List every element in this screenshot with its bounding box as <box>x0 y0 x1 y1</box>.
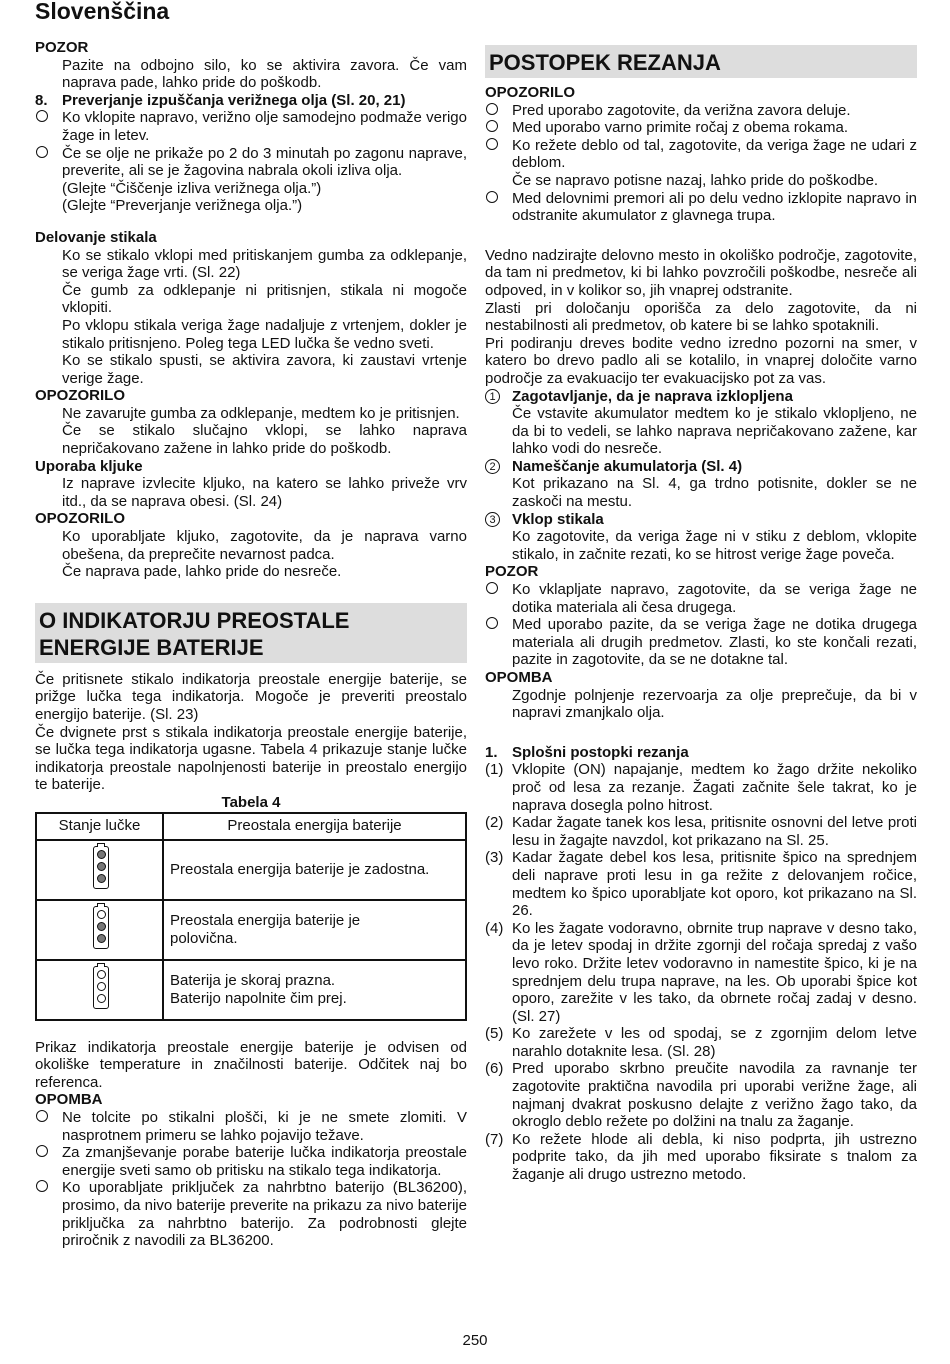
paragraph: Če pritisnete stikalo indikatorja preostale energije baterije, se prižge lučka tega indikatorja. Mogoče je preveriti preostalo energijo baterije. (Sl. 23) <box>35 670 467 723</box>
procedure-item <box>485 920 917 1026</box>
battery-full-icon <box>93 846 109 889</box>
paragraph: Zlasti pri določanju oporišča za delo zagotovite, da ni nestabilnosti ali predmetov, ob katere bi se lahko spotaknili. <box>485 299 917 335</box>
procedure-item <box>485 849 917 919</box>
procedure-item-number: (3) <box>485 849 504 867</box>
step-text: Kot prikazano na Sl. 4, ga trdno potisnite, dokler se ne zaskoči na mestu. <box>512 475 917 511</box>
paragraph: Po vklopu stikala veriga žage nadaljuje z vrtenjem, dokler je stikalo pritisnjeno. Poleg tega LED lučka še vedno sveti. <box>62 316 467 352</box>
reference-text: (Glejte “Čiščenje izliva verižnega olja.”) <box>62 179 322 197</box>
warning-heading: OPOZORILO <box>35 510 125 528</box>
battery-table <box>35 812 467 1021</box>
paragraph: Pri podiranju dreves bodite vedno izredno pozorni na smer, v katero bo drevo padlo ali se kotalilo, in vnaprej določite varno področje za evakuacijo ter evakuacijsko pot za vas. <box>485 334 917 387</box>
paragraph: Iz naprave izvlecite kljuko, na katero se lahko priveže vrv itd., da se naprava obesi. (Sl. 24) <box>62 475 467 510</box>
table-cell: Baterija je skoraj prazna. Baterijo napolnite čim prej. <box>163 960 466 1020</box>
list-item <box>485 581 917 616</box>
bullet-circle-icon <box>486 120 498 132</box>
procedure-item-number: (4) <box>485 919 504 937</box>
list-item-text: Med delovnimi premori ali po delu vedno izklopite napravo in odstranite akumulator z glavnega trupa. <box>512 189 917 225</box>
paragraph: Če dvignete prst s stikala indikatorja preostale energije baterije, se lučka tega indikatorja ugasne. Tabela 4 prikazuje stanje lučke indikatorja preostale napolnjenosti baterije in preostalo energijo te baterije. <box>35 723 467 794</box>
bullet-circle-icon <box>486 582 498 594</box>
list-item <box>485 119 917 137</box>
section-8-number: 8. <box>35 91 48 109</box>
cutting-procedure-heading: POSTOPEK REZANJA <box>485 45 917 78</box>
list-item-text: Pred uporabo zagotovite, da verižna zavora deluje. <box>512 101 851 119</box>
procedure-item <box>485 1131 917 1184</box>
lamp-state-cell <box>36 840 163 900</box>
paragraph: Vedno nadzirajte delovno mesto in okoliško področje, zagotovite, da tam ni predmetov, ki bi lahko povzročili poškodbe, nesreče ali odpoved, in v kolikor so, jih vnaprej odstranite. <box>485 246 917 299</box>
hook-heading: Uporaba kljuke <box>35 457 143 475</box>
lamp-state-cell <box>36 960 163 1020</box>
section-1-number: 1. <box>485 743 498 761</box>
procedure-item-number: (1) <box>485 761 504 779</box>
table-header-row <box>36 813 466 840</box>
section-8-title-text: Preverjanje izpuščanja verižnega olja (Sl. 20, 21) <box>62 91 406 109</box>
caution-text: Pazite na odbojno silo, ko se aktivira zavora. Če vam naprava pade, lahko pride do poškodb. <box>62 56 467 92</box>
paragraph: Ko se stikalo vklopi med pritiskanjem gumba za odklepanje, se veriga žage vrti. (Sl. 22) <box>62 246 467 282</box>
note-heading: OPOMBA <box>35 1091 103 1109</box>
paragraph: Če se stikalo slučajno vklopi, se lahko naprava nepričakovano zažene in lahko pride do poškodb. <box>62 422 467 458</box>
step-number-icon: 1 <box>485 389 500 404</box>
list-item <box>35 1179 467 1249</box>
battery-indicator-heading: O INDIKATORJU PREOSTALE ENERGIJE BATERIJE <box>35 603 467 663</box>
note-heading: OPOMBA <box>485 669 553 686</box>
warning-heading: OPOZORILO <box>35 387 125 405</box>
list-item-text: Ko vklopite napravo, verižno olje samodejno podmaže verigo žage in letev. <box>62 109 467 144</box>
list-item <box>35 145 467 180</box>
procedure-item <box>485 761 917 814</box>
table-row <box>36 900 466 960</box>
table-header-cell: Preostala energija baterije <box>163 813 466 840</box>
list-item <box>35 1144 467 1179</box>
procedure-item <box>485 1060 917 1130</box>
caution-heading: POZOR <box>35 39 89 56</box>
step-number-icon: 3 <box>485 512 500 527</box>
paragraph: Ko uporabljate kljuko, zagotovite, da je naprava varno obešena, da preprečite nevarnost padca. <box>62 528 467 563</box>
table-row <box>36 840 466 900</box>
list-item-text: Za zmanjševanje porabe baterije lučka indikatorja preostale energije sveti samo ob pritisku na stikalo tega indikatorja. <box>62 1144 467 1179</box>
paragraph: Ne zavarujte gumba za odklepanje, medtem ko je pritisnjen. <box>62 404 460 422</box>
table-caption: Tabela 4 <box>221 793 281 811</box>
step-text: Ko zagotovite, da veriga žage ni v stiku z deblom, vklopite stikalo, in začnite rezati, ko se hitrost verige žage poveča. <box>512 528 917 563</box>
step-title: Vklop stikala <box>512 510 604 528</box>
reference-text: (Glejte “Preverjanje verižnega olja.”) <box>62 197 303 215</box>
caution-heading: POZOR <box>485 563 539 581</box>
paragraph: Prikaz indikatorja preostale energije baterije je odvisen od okoliške temperature in značilnosti baterije. Odčitek naj bo referenca. <box>35 1038 467 1091</box>
procedure-item-text: Ko les žagate vodoravno, obrnite trup naprave v desno tako, da je letev spodaj in držite zgornji del ročaja spredaj z vašo levo roko. Držite letev vodoravno in namestite špico, ki je na sprednjem delu trupa naprave, na les. Ob uporabi špice kot oporo, zarežite v les tako, da obrnete ročaj zadaj v desno. (Sl. 27) <box>512 919 917 1025</box>
procedure-item-number: (6) <box>485 1060 504 1078</box>
bullet-circle-icon <box>486 138 498 150</box>
procedure-item-text: Ko zarežete v les od spodaj, se z zgornjim delom letve narahlo dotaknite lesa. (Sl. 28) <box>512 1025 917 1060</box>
procedure-item <box>485 1025 917 1060</box>
paragraph: Zgodnje polnjenje rezervoarja za olje preprečuje, da bi v napravi zmanjkalo olja. <box>512 686 917 722</box>
bullet-circle-icon <box>36 110 48 122</box>
left-column <box>35 39 467 1250</box>
list-item-text: Med uporabo varno primite ročaj z obema rokama. <box>512 119 848 137</box>
bullet-circle-icon <box>486 617 498 629</box>
list-item-text: Ko režete deblo od tal, zagotovite, da veriga žage ne udari z deblom. <box>512 136 917 172</box>
table-cell: Preostala energija baterije je polovična. <box>163 900 466 960</box>
list-item <box>485 102 917 120</box>
step-title: Zagotavljanje, da je naprava izklopljena <box>512 387 793 405</box>
list-item-text: Ko uporabljate priključek za nahrbtno baterijo (BL36200), prosimo, da nivo baterije preverite na prikazu za nivo baterije priključka za nahrbtno baterijo. Za podrobnosti glejte priročnik z navodili za BL36200. <box>62 1179 467 1250</box>
battery-half-icon <box>93 906 109 949</box>
step-text: Če vstavite akumulator medtem ko je stikalo vklopljeno, ne da bi to vedeli, se lahko naprava nepričakovano zažene, kar lahko vodi do nesreče. <box>512 405 917 458</box>
step-2 <box>485 458 917 476</box>
procedure-item-number: (7) <box>485 1130 504 1148</box>
step-number-icon: 2 <box>485 459 500 474</box>
procedure-item-text: Pred uporabo skrbno preučite navodila za ravnanje ter zagotovite praktična navodila pri uporabi verižne žage, ali najmanj dvakrat poskusno delajte z verižno žago tako, da okroglo deblo režete po dolžini na tnalu za žaganje. <box>512 1060 917 1131</box>
step-title: Nameščanje akumulatorja (Sl. 4) <box>512 457 743 475</box>
list-item <box>485 137 917 172</box>
procedure-item-text: Ko režete hlode ali debla, ki niso podprta, jih ustrezno podprite tako, da jih med uporabo fiksirate s tnalom za žaganje ali drugo ustrezno metodo. <box>512 1130 917 1184</box>
list-item-text: Če se olje ne prikaže po 2 do 3 minutah po zagonu naprave, preverite, ali se je žagovina nabrala okoli izliva olja. <box>62 144 467 180</box>
list-item-text: Ne tolcite po stikalni plošči, ki je ne smete zlomiti. V nasprotnem primeru se lahko pojavijo težave. <box>62 1108 467 1144</box>
bullet-circle-icon <box>36 1180 48 1192</box>
step-3 <box>485 511 917 529</box>
table-row <box>36 960 466 1020</box>
procedure-item-text: Kadar žagate debel kos lesa, pritisnite špico na sprednjem deli naprave proti lesu in ga režite z delovanjem ročice, medtem ko špico uporabljate kot oporo, kot prikazano na Sl. 26. <box>512 849 917 920</box>
procedure-item-number: (5) <box>485 1025 504 1043</box>
bullet-circle-icon <box>36 1110 48 1122</box>
procedure-list <box>485 761 917 1183</box>
procedure-item <box>485 814 917 849</box>
bullet-circle-icon <box>36 146 48 158</box>
switch-operation-heading: Delovanje stikala <box>35 228 157 246</box>
table-cell: Preostala energija baterije je zadostna. <box>163 840 466 900</box>
battery-low-icon <box>93 966 109 1009</box>
section-8-title <box>35 92 467 110</box>
bullet-circle-icon <box>486 191 498 203</box>
right-column <box>485 45 917 1184</box>
list-item <box>485 190 917 225</box>
paragraph: Če naprava pade, lahko pride do nesreče. <box>62 563 342 581</box>
bullet-circle-icon <box>486 103 498 115</box>
procedure-item-text: Vklopite (ON) napajanje, medtem ko žago držite nekoliko proč od lesa za rezanje. Žagati začnite šele takrat, ko je naprava dosegla polno hitrost. <box>512 761 917 814</box>
bullet-circle-icon <box>36 1145 48 1157</box>
lamp-state-cell <box>36 900 163 960</box>
list-item-text: Med uporabo pazite, da se veriga žage ne dotika drugega materiala ali drugih predmetov. Zlasti, ko ste končali rezati, pazite in zagotovite, da se ne dotakne tal. <box>512 616 917 669</box>
procedure-item-number: (2) <box>485 814 504 832</box>
step-1 <box>485 388 917 406</box>
paragraph: Ko se stikalo spusti, se aktivira zavora, ki zaustavi vrtenje verige žage. <box>62 352 467 387</box>
list-item <box>35 1109 467 1144</box>
paragraph: Če gumb za odklepanje ni pritisnjen, stikala ni mogoče vklopiti. <box>62 281 467 317</box>
list-item-text: Ko vklapljate napravo, zagotovite, da se veriga žage ne dotika materiala ali česa drugega. <box>512 581 917 616</box>
paragraph: Če se napravo potisne nazaj, lahko pride do poškodbe. <box>512 171 879 189</box>
section-1-title-text: Splošni postopki rezanja <box>512 743 689 761</box>
procedure-item-text: Kadar žagate tanek kos lesa, pritisnite osnovni del letve proti lesu in žagajte navzdol, kot prikazano na Sl. 25. <box>512 814 917 849</box>
list-item <box>485 616 917 669</box>
table-header-cell: Stanje lučke <box>36 813 163 840</box>
list-item <box>35 109 467 144</box>
section-1-title <box>485 744 917 762</box>
page-number: 250 <box>462 1332 488 1349</box>
warning-heading: OPOZORILO <box>485 84 575 101</box>
page-language-title: Slovenščina <box>35 0 170 24</box>
